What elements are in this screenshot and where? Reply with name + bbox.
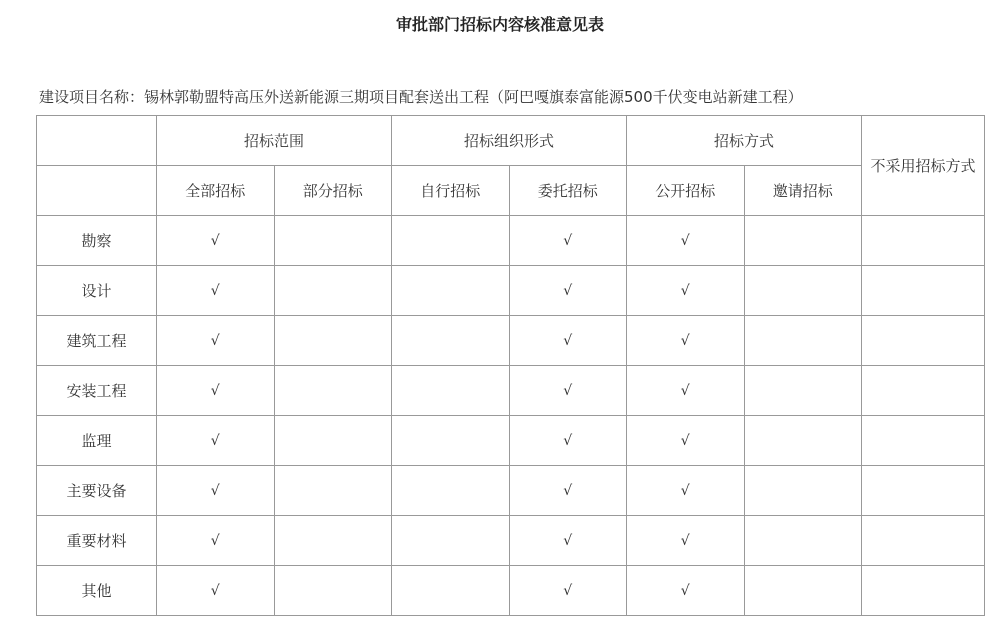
cell-invited-bidding <box>744 266 862 316</box>
cell-self-bidding <box>392 316 510 366</box>
corner-cell <box>37 116 157 166</box>
cell-no-bidding <box>862 366 985 416</box>
cell-partial-bidding <box>274 216 392 266</box>
cell-invited-bidding <box>744 466 862 516</box>
cell-partial-bidding <box>274 266 392 316</box>
cell-entrusted-bidding: √ <box>509 416 627 466</box>
row-label: 安装工程 <box>37 366 157 416</box>
cell-open-bidding: √ <box>627 566 745 616</box>
subheader-partial-bidding: 部分招标 <box>274 166 392 216</box>
cell-no-bidding <box>862 266 985 316</box>
subheader-invited-bidding: 邀请招标 <box>744 166 862 216</box>
header-bidding-scope: 招标范围 <box>157 116 392 166</box>
subheader-full-bidding: 全部招标 <box>157 166 275 216</box>
cell-open-bidding: √ <box>627 516 745 566</box>
cell-entrusted-bidding: √ <box>509 316 627 366</box>
row-label: 其他 <box>37 566 157 616</box>
cell-self-bidding <box>392 466 510 516</box>
sub-header-row <box>37 166 985 216</box>
cell-invited-bidding <box>744 416 862 466</box>
table-row <box>37 416 985 466</box>
cell-full-bidding: √ <box>157 566 275 616</box>
cell-self-bidding <box>392 266 510 316</box>
cell-entrusted-bidding: √ <box>509 266 627 316</box>
row-label: 重要材料 <box>37 516 157 566</box>
table-row <box>37 516 985 566</box>
cell-no-bidding <box>862 316 985 366</box>
cell-invited-bidding <box>744 366 862 416</box>
header-bidding-method: 招标方式 <box>627 116 862 166</box>
cell-self-bidding <box>392 216 510 266</box>
cell-no-bidding <box>862 216 985 266</box>
cell-open-bidding: √ <box>627 416 745 466</box>
row-label: 勘察 <box>37 216 157 266</box>
header-bidding-organization: 招标组织形式 <box>392 116 627 166</box>
row-label: 设计 <box>37 266 157 316</box>
cell-partial-bidding <box>274 366 392 416</box>
header-no-bidding: 不采用招标方式 <box>862 116 985 216</box>
cell-self-bidding <box>392 366 510 416</box>
cell-full-bidding: √ <box>157 316 275 366</box>
group-header-row <box>37 116 985 166</box>
subheader-self-bidding: 自行招标 <box>392 166 510 216</box>
cell-full-bidding: √ <box>157 516 275 566</box>
cell-invited-bidding <box>744 216 862 266</box>
table-row <box>37 216 985 266</box>
table-row <box>37 316 985 366</box>
cell-entrusted-bidding: √ <box>509 466 627 516</box>
cell-no-bidding <box>862 566 985 616</box>
table-row <box>37 266 985 316</box>
cell-partial-bidding <box>274 416 392 466</box>
cell-self-bidding <box>392 516 510 566</box>
cell-open-bidding: √ <box>627 216 745 266</box>
cell-entrusted-bidding: √ <box>509 366 627 416</box>
cell-entrusted-bidding: √ <box>509 516 627 566</box>
cell-open-bidding: √ <box>627 466 745 516</box>
cell-invited-bidding <box>744 566 862 616</box>
cell-partial-bidding <box>274 566 392 616</box>
project-name-line: 建设项目名称：锡林郭勒盟特高压外送新能源三期项目配套送出工程（阿巴嘎旗泰富能源500千伏变电站新建工程） <box>39 88 803 106</box>
subheader-entrusted-bidding: 委托招标 <box>509 166 627 216</box>
row-label: 建筑工程 <box>37 316 157 366</box>
cell-invited-bidding <box>744 516 862 566</box>
cell-entrusted-bidding: √ <box>509 216 627 266</box>
cell-no-bidding <box>862 416 985 466</box>
table-row <box>37 466 985 516</box>
cell-invited-bidding <box>744 316 862 366</box>
cell-partial-bidding <box>274 466 392 516</box>
table-row <box>37 566 985 616</box>
cell-partial-bidding <box>274 516 392 566</box>
row-label: 主要设备 <box>37 466 157 516</box>
table-row <box>37 366 985 416</box>
cell-full-bidding: √ <box>157 266 275 316</box>
cell-full-bidding: √ <box>157 416 275 466</box>
cell-open-bidding: √ <box>627 266 745 316</box>
subheader-open-bidding: 公开招标 <box>627 166 745 216</box>
corner-cell-lower <box>37 166 157 216</box>
cell-partial-bidding <box>274 316 392 366</box>
row-label: 监理 <box>37 416 157 466</box>
page-title: 审批部门招标内容核准意见表 <box>395 15 604 34</box>
approval-table <box>36 115 985 616</box>
cell-self-bidding <box>392 416 510 466</box>
cell-no-bidding <box>862 466 985 516</box>
cell-self-bidding <box>392 566 510 616</box>
cell-full-bidding: √ <box>157 366 275 416</box>
cell-open-bidding: √ <box>627 316 745 366</box>
cell-full-bidding: √ <box>157 466 275 516</box>
cell-full-bidding: √ <box>157 216 275 266</box>
table-body <box>37 216 985 616</box>
cell-open-bidding: √ <box>627 366 745 416</box>
cell-entrusted-bidding: √ <box>509 566 627 616</box>
cell-no-bidding <box>862 516 985 566</box>
